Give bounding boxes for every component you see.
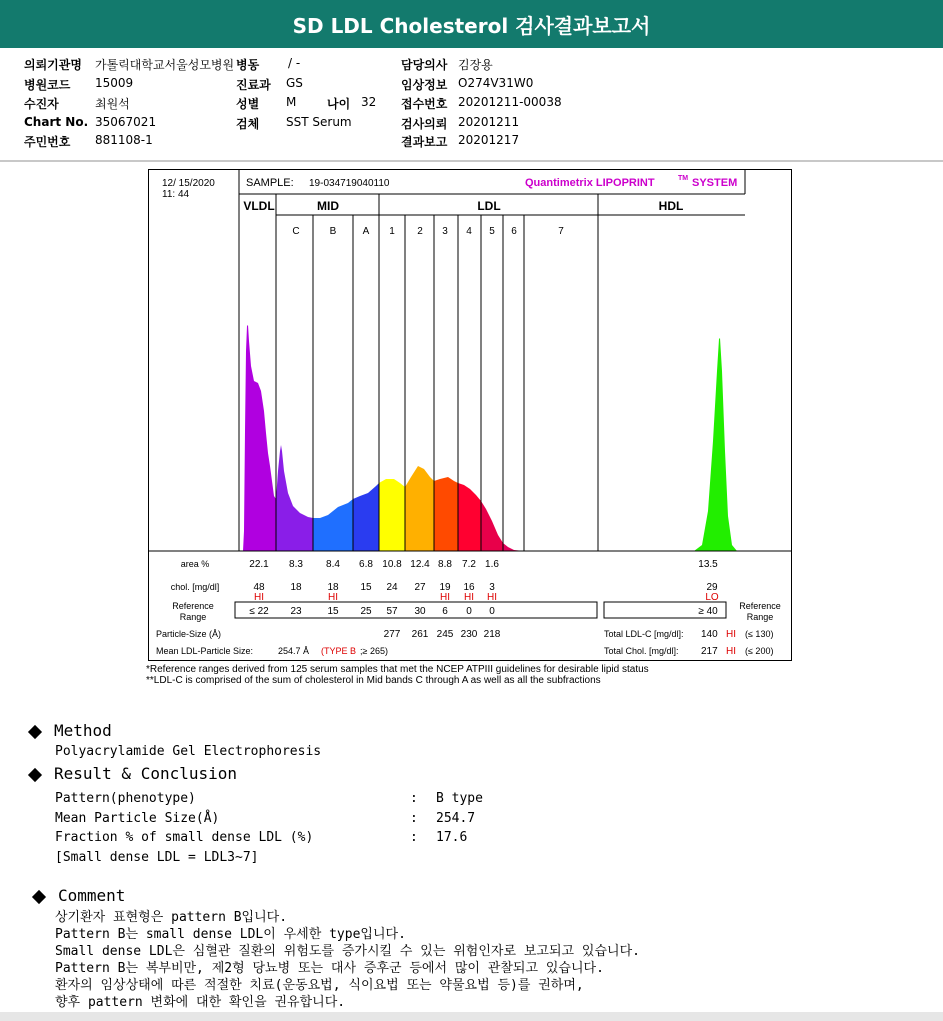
result-sep-1: : [410,791,418,806]
clinical-label: 임상정보 [401,78,448,92]
mean-size-label: Mean LDL-Particle Size: [156,646,254,656]
ward-value: / - [288,56,301,70]
chart-no-label: Chart No. [24,115,89,129]
age-label: 나이 [327,97,351,111]
result-label-2: Mean Particle Size(Å) [55,811,220,826]
chol-row-label: chol. [mg/dl] [170,582,220,592]
ref-label-r1: Reference [739,601,781,611]
ward-label: 병동 [236,58,260,72]
band-label-6: 6 [511,226,517,237]
total-ldl-flag: HI [726,629,736,640]
footnote-2: **LDL-C is comprised of the sum of cholesterol in Mid bands C through A as well as all the subfractions [146,675,601,686]
patient-label: 수진자 [24,97,59,111]
chol-flag: HI [487,592,497,603]
comment-line-4: Pattern B는 복부비만, 제2형 당뇨병 또는 대사 증후군 등에서 많이 관찰되고 있습니다. [55,961,604,976]
ref-value: 15 [327,606,339,617]
patient-value: 최원석 [95,97,130,111]
area-value: 1.6 [485,559,499,570]
brand-suffix: SYSTEM [692,177,738,189]
mean-size-value: 254.7 Å [278,646,310,656]
ref-label-2: Range [179,612,207,622]
chol-value: 18 [290,582,302,593]
method-heading-row [30,721,112,740]
method-text: Polyacrylamide Gel Electrophoresis [55,744,322,759]
hdl-area: 13.5 [698,559,718,570]
chol-value: 48 [253,582,265,593]
header-divider [0,160,943,162]
dept-value: GS [286,76,303,90]
result-label-1: Pattern(phenotype) [55,791,196,806]
ref-value: ≤ 22 [249,606,269,617]
result-sep-2: : [410,811,418,826]
result-note: [Small dense LDL = LDL3~7] [55,850,259,865]
band-label-5: 5 [489,226,495,237]
result-heading: Result & Conclusion [54,764,238,783]
ref-label-1: Reference [172,601,214,611]
ref-value: 57 [386,606,398,617]
chol-value: 16 [463,582,475,593]
chol-value: 19 [439,582,451,593]
report-date-value: 20201217 [458,133,520,147]
comment-heading-row [34,886,125,905]
request-label: 검사의뢰 [401,117,448,131]
comment-line-3: Small dense LDL은 심혈관 질환의 위험도를 증가시킬 수 있는 위험인자로 보고되고 있습니다. [55,944,640,959]
comment-line-5: 환자의 임상상태에 따른 적절한 치료(운동요법, 식이요법 또는 약물요법 등)를 권하며, [55,978,584,993]
band-label-c: C [292,226,300,237]
hospital-code-value: 15009 [95,76,134,90]
diamond-bullet-icon [28,724,42,738]
specimen-value: SST Serum [286,115,352,129]
particle-label: Particle-Size (Å) [156,629,222,639]
area-value: 10.8 [382,559,402,570]
band-label-7: 7 [558,226,564,237]
chol-flag: HI [440,592,450,603]
ref-label-r2: Range [746,612,774,622]
total-chol-flag: HI [726,646,736,657]
mean-size-ref: ;≥ 265) [360,646,388,656]
report-date-label: 결과보고 [401,135,448,149]
particle-value: 245 [436,629,454,640]
age-value: 32 [361,95,377,109]
resident-no-value: 881108-1 [95,133,153,147]
result-value-2: 254.7 [436,811,476,826]
group-ldl: LDL [477,199,501,213]
ref-value: 23 [290,606,302,617]
result-value-3: 17.6 [436,830,468,845]
ref-value: 0 [489,606,495,617]
ref-value: 30 [414,606,426,617]
area-row-label: area % [180,559,210,569]
lipoprint-svg [148,169,792,661]
area-value: 12.4 [410,559,430,570]
total-chol-value: 217 [701,646,718,657]
area-value: 8.4 [326,559,340,570]
diamond-bullet-icon [32,889,46,903]
area-value: 6.8 [359,559,373,570]
doctor-value: 김장용 [458,58,493,72]
particle-value: 277 [383,629,401,640]
chol-flag: HI [464,592,474,603]
lipoprint-chart [148,169,792,661]
chol-flag: HI [328,592,338,603]
receipt-value: 20201211-00038 [458,95,562,109]
request-value: 20201211 [458,115,520,129]
band-label-b: B [329,226,337,237]
hdl-chol: 29 [706,582,718,593]
institution-label: 의뢰기관명 [24,58,82,72]
band-label-1: 1 [389,226,395,237]
chart-date: 12/ 15/2020 [162,178,215,189]
group-mid: MID [317,199,339,213]
chol-value: 3 [489,582,495,593]
area-value: 8.3 [289,559,303,570]
total-ldl-label: Total LDL-C [mg/dl]: [604,629,684,639]
comment-line-1: 상기환자 표현형은 pattern B입니다. [55,910,288,925]
hospital-code-label: 병원코드 [24,78,71,92]
band-label-2: 2 [417,226,423,237]
sex-value: M [286,95,297,109]
comment-line-2: Pattern B는 small dense LDL이 우세한 type입니다. [55,927,406,942]
total-chol-label: Total Chol. [mg/dl]: [604,646,679,656]
method-heading: Method [54,721,112,740]
chol-value: 27 [414,582,426,593]
profile-segment-1 [379,479,405,551]
clinical-value: O274V31W0 [458,76,534,90]
total-ldl-ref: (≤ 130) [745,629,774,639]
resident-no-label: 주민번호 [24,135,71,149]
dept-label: 진료과 [236,78,271,92]
ref-value: 0 [466,606,472,617]
band-label-3: 3 [442,226,448,237]
group-hdl: HDL [658,199,684,213]
result-heading-row [30,764,237,783]
hdl-ref: ≥ 40 [698,606,718,617]
total-chol-ref: (≤ 200) [745,646,774,656]
comment-line-6: 향후 pattern 변화에 대한 확인을 권유합니다. [55,995,346,1010]
chart-no-value: 35067021 [95,115,157,129]
sample-id: 19-034719040110 [309,178,390,189]
area-value: 8.8 [438,559,452,570]
sex-label: 성별 [236,97,260,111]
specimen-label: 검체 [236,117,260,131]
ref-value: 6 [442,606,448,617]
profile-segment-3 [434,477,458,551]
sample-label: SAMPLE: [246,177,294,189]
ref-value: 25 [360,606,372,617]
comment-heading: Comment [58,886,126,905]
brand-tm: TM [678,175,689,182]
institution-value: 가톨릭대학교서울성모병원 [95,58,235,72]
report-title: SD LDL Cholesterol 검사결과보고서 [0,0,943,48]
result-label-3: Fraction % of small dense LDL (%) [55,830,314,845]
doctor-label: 담당의사 [401,58,448,72]
result-sep-3: : [410,830,418,845]
chol-value: 15 [360,582,372,593]
particle-value: 218 [483,629,501,640]
footnote-1: *Reference ranges derived from 125 serum samples that met the NCEP ATPIII guidelines for desirable lipid status [146,664,649,675]
receipt-label: 접수번호 [401,97,448,111]
total-ldl-value: 140 [701,629,718,640]
chart-time: 11: 44 [162,189,190,200]
particle-value: 230 [460,629,478,640]
particle-value: 261 [411,629,429,640]
chol-flag: HI [254,592,264,603]
chol-value: 24 [386,582,398,593]
chol-value: 18 [327,582,339,593]
brand-name: Quantimetrix LIPOPRINT [525,177,655,189]
diamond-bullet-icon [28,767,42,781]
hdl-flag: LO [705,592,719,603]
result-value-1: B type [436,791,483,806]
group-vldl: VLDL [243,199,275,213]
band-label-a: A [362,226,370,237]
area-value: 22.1 [249,559,269,570]
mean-size-type: (TYPE B [321,646,357,656]
band-label-4: 4 [466,226,472,237]
area-value: 7.2 [462,559,476,570]
